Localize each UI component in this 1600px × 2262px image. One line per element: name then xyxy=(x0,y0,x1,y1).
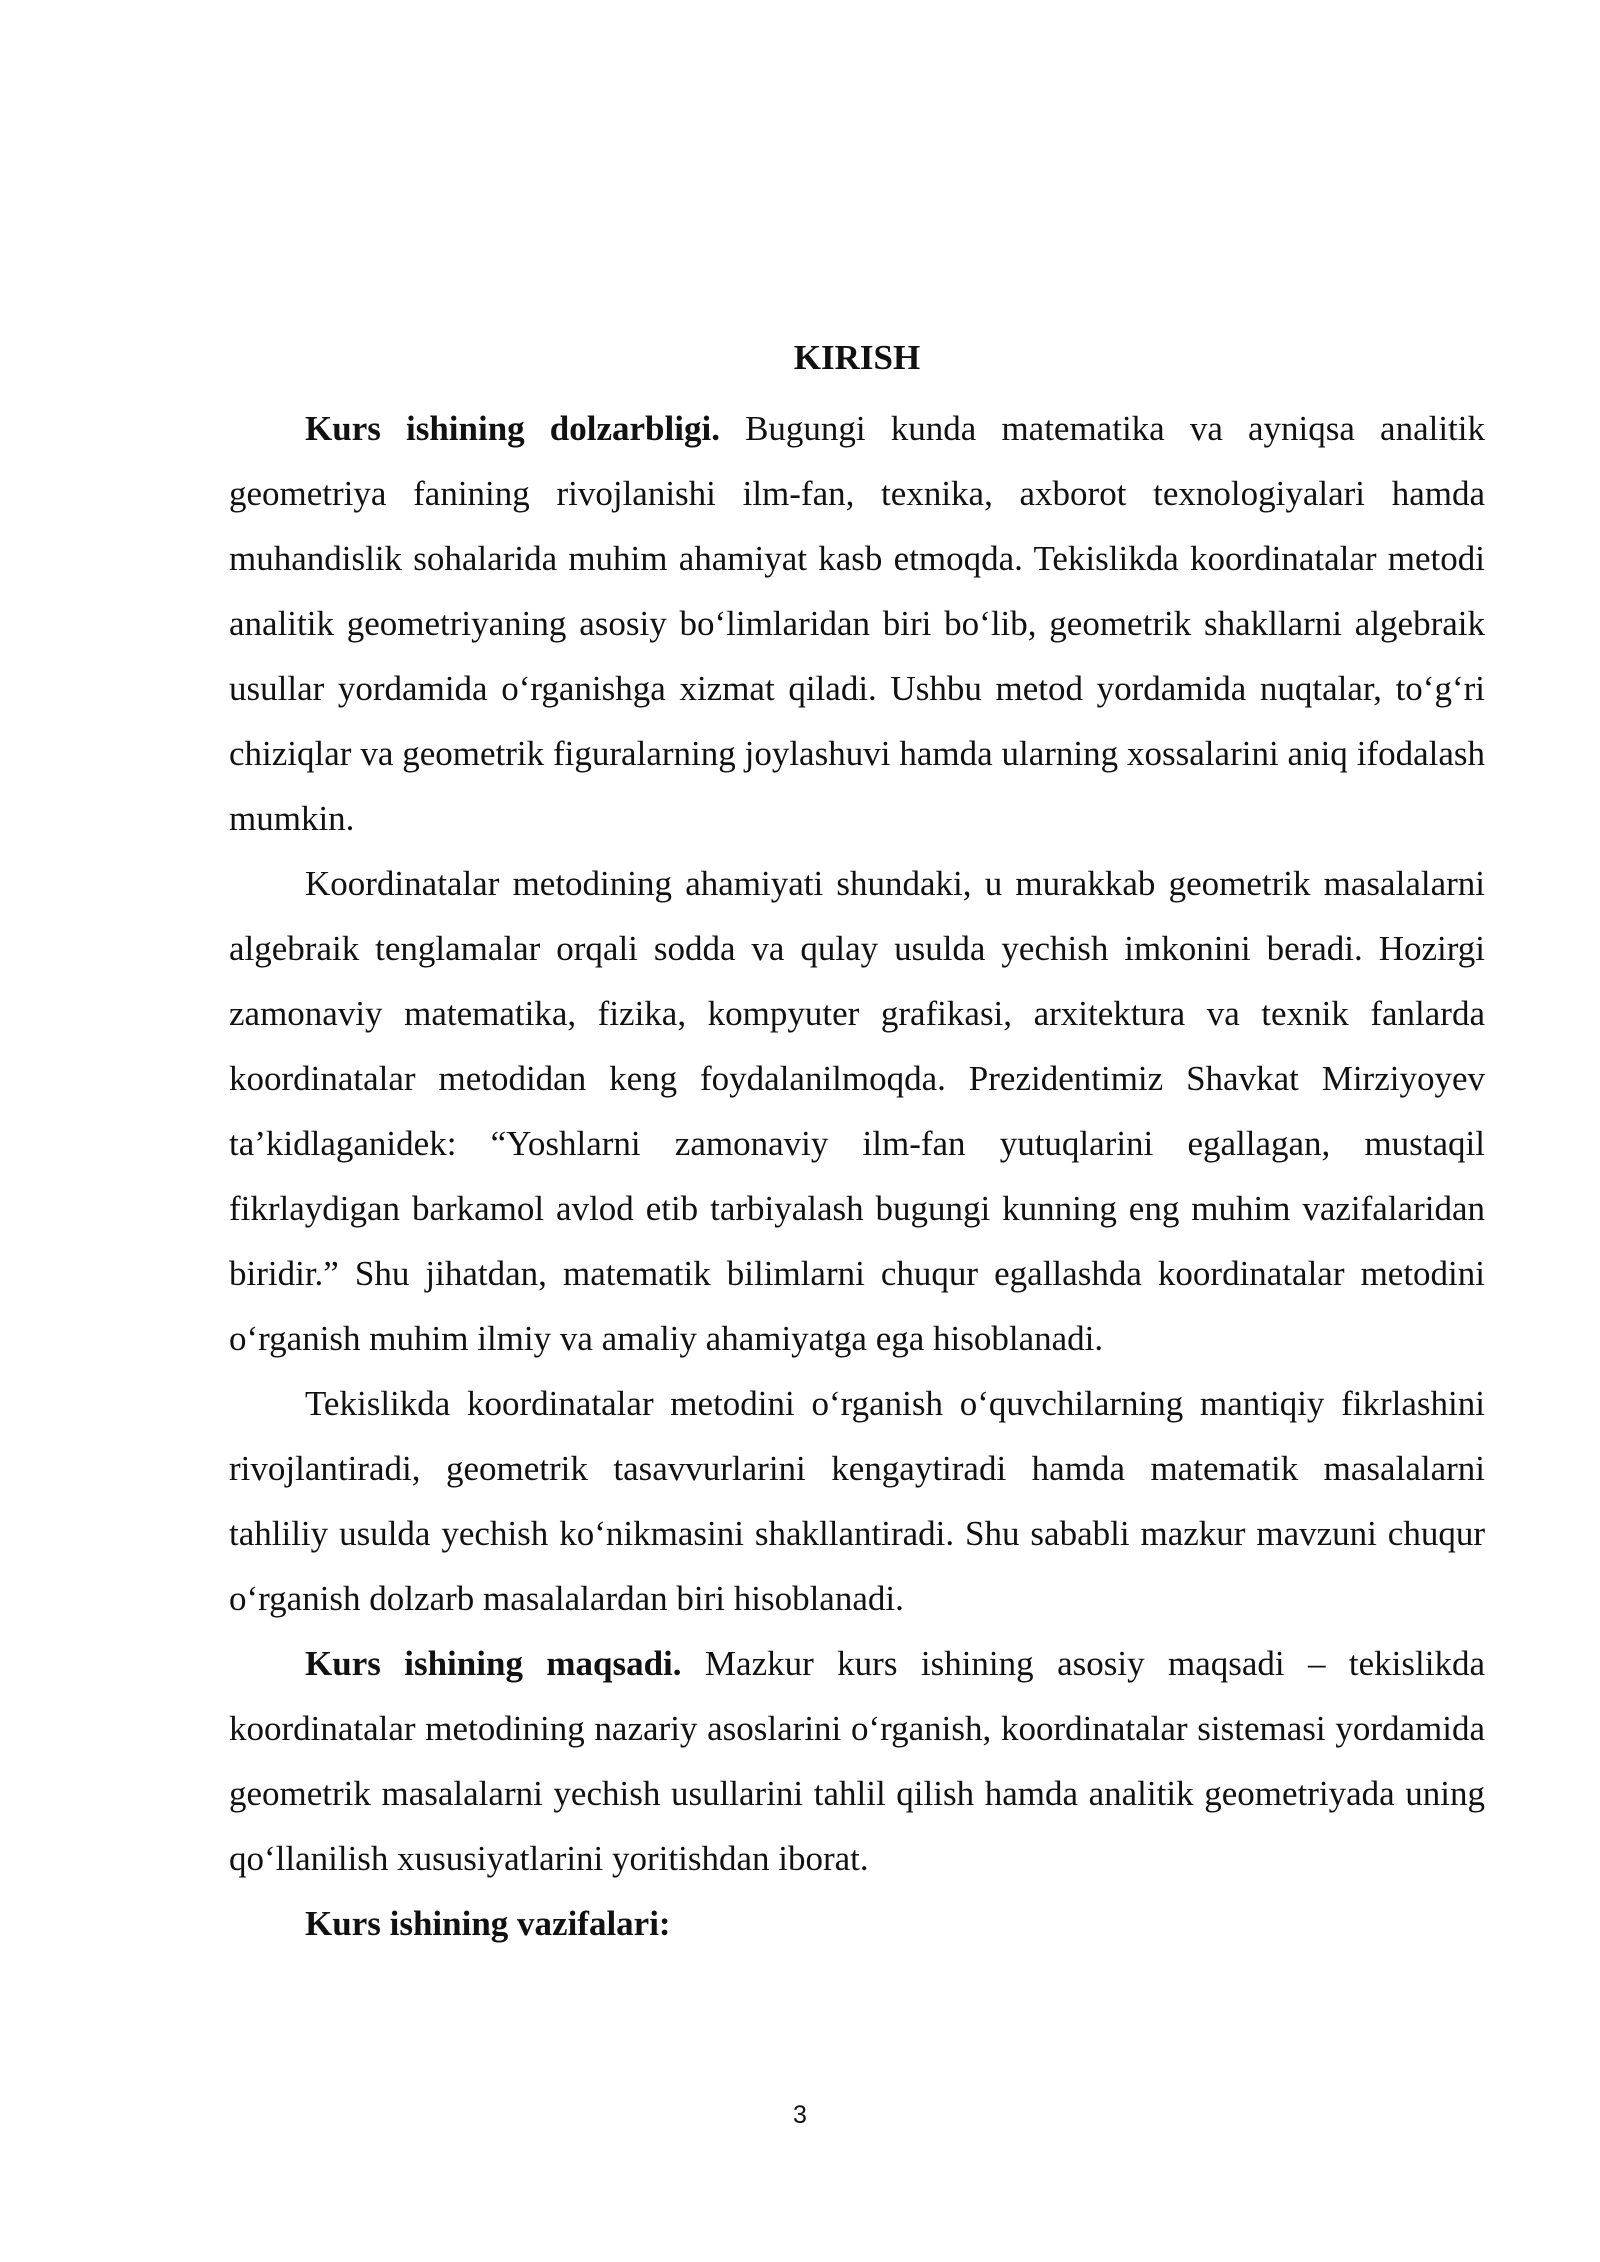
page-number: 3 xyxy=(793,2101,807,2129)
paragraph-text-learning: Tekislikda koordinatalar metodini o‘rganish o‘quvchilarning mantiqiy fikrlashini rivojlantiradi, geometrik tasavvurlarini kengaytiradi hamda matematik masalalarni tahliliy usulda yechish ko‘nikmasini shakllantiradi. Shu sababli mazkur mavzuni chuqur o‘rganish dolzarb masalalardan biri hisoblanadi. xyxy=(229,1384,1485,1618)
paragraph-learning xyxy=(229,1371,1485,1631)
paragraph-lead-goal: Kurs ishining maqsadi. xyxy=(305,1644,682,1683)
paragraph-importance xyxy=(229,851,1485,1371)
paragraph-lead-tasks: Kurs ishining vazifalari: xyxy=(305,1904,671,1943)
paragraph-text-importance: Koordinatalar metodining ahamiyati shundaki, u murakkab geometrik masalalarni algebraik tenglamalar orqali sodda va qulay usulda yechish imkonini beradi. Hozirgi zamonaviy matematika, fizika, kompyuter grafikasi, arxitektura va texnik fanlarda koordinatalar metodidan keng foydalanilmoqda. Prezidentimiz Shavkat Mirziyoyev ta’kidlaganidek: “Yoshlarni zamonaviy ilm-fan yutuqlarini egallagan, mustaqil fikrlaydigan barkamol avlod etib tarbiyalash bugungi kunning eng muhim vazifalaridan biridir.” Shu jihatdan, matematik bilimlarni chuqur egallashda koordinatalar metodini o‘rganish muhim ilmiy va amaliy ahamiyatga ega hisoblanadi. xyxy=(229,864,1485,1358)
section-title: KIRISH xyxy=(793,338,921,377)
paragraph-tasks xyxy=(229,1891,1485,1956)
page-content xyxy=(229,332,1485,1956)
paragraph-text-relevance: Bugungi kunda matematika va ayniqsa analitik geometriya fanining rivojlanishi ilm-fan, texnika, axborot texnologiyalari hamda muhandislik sohalarida muhim ahamiyat kasb etmoqda. Tekislikda koordinatalar metodi analitik geometriyaning asosiy bo‘limlaridan biri bo‘lib, geometrik shakllarni algebraik usullar yordamida o‘rganishga xizmat qiladi. Ushbu metod yordamida nuqtalar, to‘g‘ri chiziqlar va geometrik figuralarning joylashuvi hamda ularning xossalarini aniq ifodalash mumkin. xyxy=(229,409,1486,838)
paragraph-text-goal: Mazkur kurs ishining asosiy maqsadi – tekislikda koordinatalar metodining nazariy asoslarini o‘rganish, koordinatalar sistemasi yordamida geometrik masalalarni yechish usullarini tahlil qilish hamda analitik geometriyada uning qo‘llanilish xususiyatlarini yoritishdan iborat. xyxy=(229,1644,1486,1878)
paragraph-goal xyxy=(229,1631,1485,1891)
paragraph-relevance xyxy=(229,396,1485,851)
paragraph-lead-relevance: Kurs ishining dolzarbligi. xyxy=(305,409,720,448)
